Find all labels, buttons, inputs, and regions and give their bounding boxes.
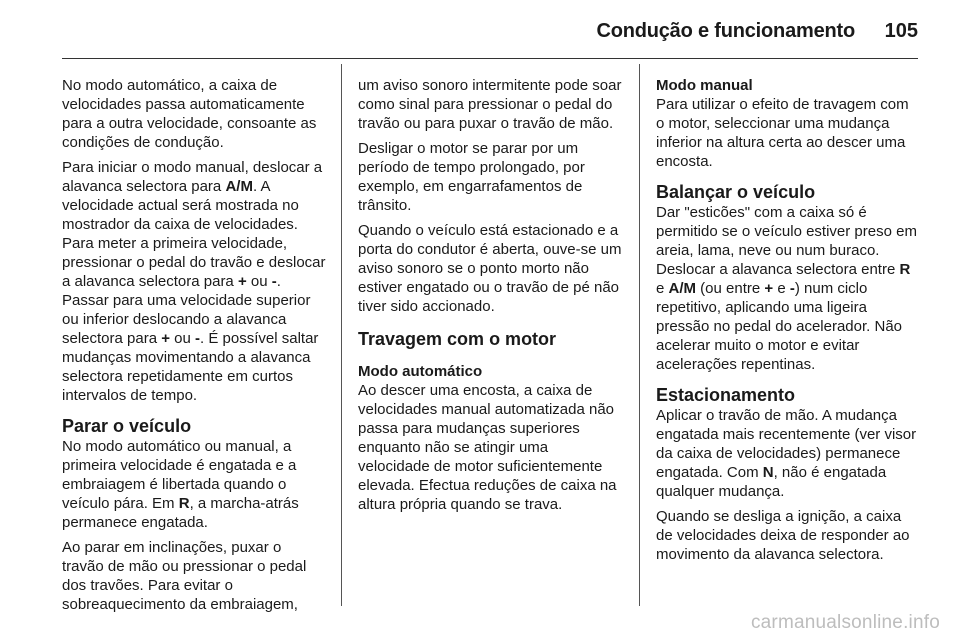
symbol-minus: - xyxy=(789,280,795,297)
paragraph-switch-off-engine: Desligar o motor se parar por um período de tempo prolongado, por exemplo, em engarrafamentos de trânsito. xyxy=(358,140,585,214)
paragraph-engine-braking: Para utilizar o efeito de travagem com o motor, seleccionar uma mudança inferior na altura certa ao descer uma encosta. xyxy=(656,96,909,170)
text-run: (ou entre xyxy=(696,280,765,297)
text-run: Para iniciar o modo manual, deslocar a alavanca selectora para xyxy=(62,159,323,195)
text-run: , a marcha-atrás permanece engatada. xyxy=(62,495,299,531)
heading-estacionamento: Estacionamento xyxy=(656,385,796,405)
watermark-text: carmanualsonline.info xyxy=(750,612,940,633)
text-run: ou xyxy=(246,273,272,290)
header-divider xyxy=(62,58,918,59)
paragraph-inclines: Ao parar em inclinações, puxar o travão de mão ou pressionar o pedal dos travões. Para evitar o sobreaquecimento da embraiagem, xyxy=(62,539,307,613)
text-run: . Passar para uma velocidade superior ou inferior deslocando a alavanca selectora para xyxy=(62,273,311,347)
subheading-modo-automatico: Modo automático xyxy=(358,363,483,380)
page-number: 105 xyxy=(884,20,918,42)
section-title: Condução e funcionamento xyxy=(596,20,855,42)
paragraph-parked-vehicle: Quando o veículo está estacionado e a porta do condutor é aberta, ouve-se um aviso sonoro se o ponto morto não estiver engatado ou o travão de pé não tiver sido accionado. xyxy=(358,222,622,315)
text-run: e xyxy=(773,280,790,297)
paragraph-warning-sound: um aviso sonoro intermitente pode soar como sinal para pressionar o pedal do travão ou para puxar o travão de mão. xyxy=(358,77,622,132)
symbol-plus: + xyxy=(764,280,774,297)
paragraph-stop-vehicle xyxy=(62,437,326,532)
column-divider-1 xyxy=(341,64,342,606)
text-run: e xyxy=(656,280,669,297)
paragraph-ignition-off: Quando se desliga a ignição, a caixa de velocidades deixa de responder ao movimento da alavanca selectora. xyxy=(656,508,910,563)
heading-balancar-veiculo: Balançar o veículo xyxy=(656,182,816,202)
symbol-minus: - xyxy=(271,273,277,290)
symbol-minus: - xyxy=(195,330,201,347)
paragraph-manual-mode xyxy=(62,158,326,405)
text-column-2 xyxy=(358,76,622,520)
symbol-am: A/M xyxy=(668,280,697,297)
paragraph-auto-mode: No modo automático, a caixa de velocidades passa automaticamente para a outra velocidade, consoante as condições de condução. xyxy=(62,77,317,151)
text-run: . É possível saltar mudanças movimentando a alavanca selectora repetidamente em curtos intervalos de tempo. xyxy=(62,330,319,404)
paragraph-parking xyxy=(656,406,920,501)
text-run: ) num ciclo repetitivo, aplicando uma ligeira pressão no pedal do acelerador. Não acelerar muito o motor e evitar acelerações repentinas. xyxy=(656,280,903,373)
text-run: . A velocidade actual será mostrada no mostrador da caixa de velocidades. Para meter a primeira velocidade, pressionar o pedal do travão e deslocar a alavanca selectora para xyxy=(62,178,326,290)
text-column-3 xyxy=(656,76,920,570)
text-run: ou xyxy=(170,330,196,347)
subheading-modo-manual: Modo manual xyxy=(656,77,753,94)
paragraph-downhill-auto: Ao descer uma encosta, a caixa de velocidades manual automatizada não passa para mudanças superiores enquanto não se atingir uma velocidade de motor suficientemente elevada. Efectua reduções de caixa na altura própria quando se trava. xyxy=(358,382,617,513)
heading-travagem-motor: Travagem com o motor xyxy=(358,329,557,349)
symbol-r: R xyxy=(178,495,190,512)
symbol-r: R xyxy=(899,261,911,278)
column-divider-2 xyxy=(639,64,640,606)
symbol-n: N xyxy=(762,464,774,481)
text-run: , não é engatada qualquer mudança. xyxy=(656,464,887,500)
paragraph-rocking xyxy=(656,203,920,374)
heading-parar-veiculo: Parar o veículo xyxy=(62,416,192,436)
symbol-plus: + xyxy=(237,273,247,290)
symbol-am: A/M xyxy=(225,178,253,195)
text-run: Aplicar o travão de mão. A mudança engatada mais recentemente (ver visor da caixa de velocidades) permanece engatada. Com xyxy=(656,407,917,481)
text-column-1 xyxy=(62,76,326,620)
text-run: Dar "esticões" com a caixa só é permitido se o veículo estiver preso em areia, lama, neve ou num buraco. Deslocar a alavanca selectora entre xyxy=(656,204,917,278)
text-run: No modo automático ou manual, a primeira velocidade é engatada e a embraiagem é libertada quando o veículo pára. Em xyxy=(62,438,297,512)
symbol-plus: + xyxy=(161,330,170,347)
